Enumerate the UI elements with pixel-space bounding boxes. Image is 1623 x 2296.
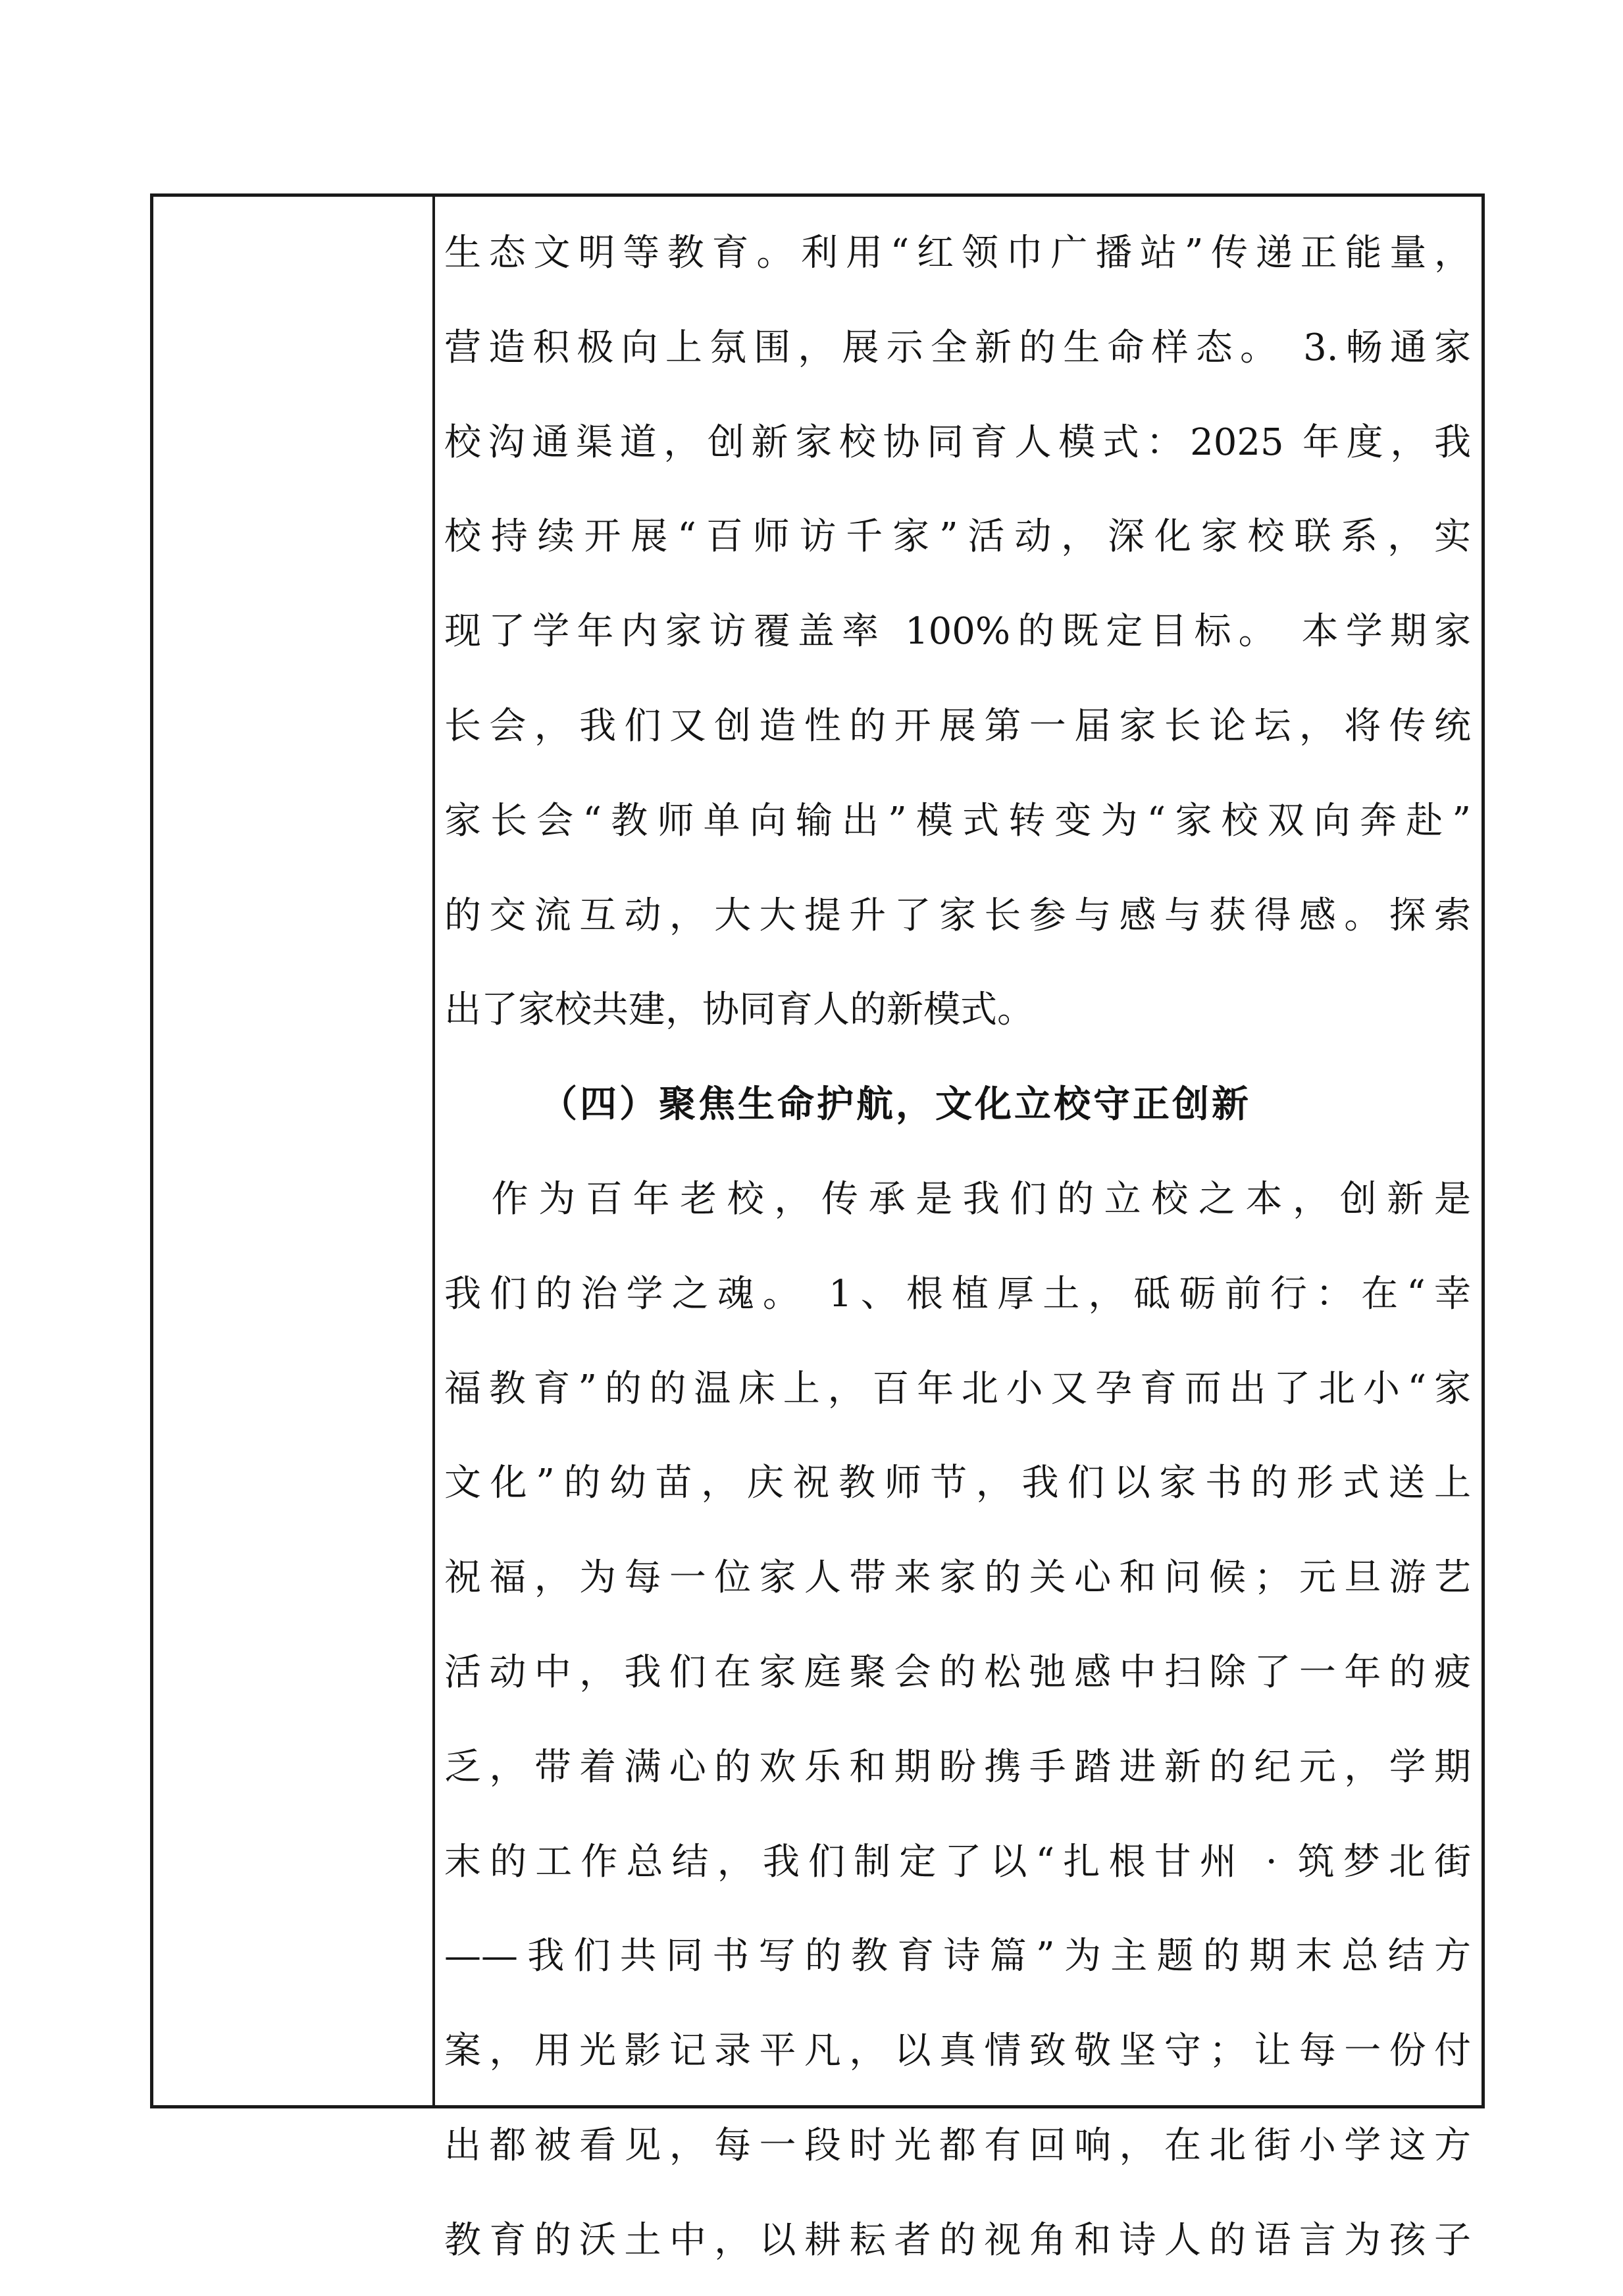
text-line: 末的工作总结，我们制定了以“扎根甘州 · 筑梦北街 — [444, 1840, 1471, 1883]
column-divider — [432, 197, 435, 2105]
text-line: ——我们共同书写的教育诗篇”为主题的期末总结方 — [444, 1935, 1471, 1978]
text-line: 营造积极向上氛围，展示全新的生命样态。 3.畅通家 — [444, 326, 1471, 369]
text-line: 活动中，我们在家庭聚会的松弛感中扫除了一年的疲 — [444, 1650, 1471, 1694]
left-column-cell — [153, 197, 432, 2105]
document-table — [150, 193, 1485, 2262]
paragraph-first-line: 作为百年老校，传承是我们的立校之本，创新是 — [444, 1177, 1471, 1221]
text-line: 祝福，为每一位家人带来家的关心和问候；元旦游艺 — [444, 1556, 1471, 1600]
text-line: 文化”的幼苗，庆祝教师节，我们以家书的形式送上 — [444, 1462, 1471, 1505]
text-line: 生态文明等教育。利用“红领巾广播站”传递正能量， — [444, 232, 1471, 274]
text-line: 教育的沃土中，以耕耘者的视角和诗人的语言为孩子 — [444, 2218, 1471, 2262]
text-line: 我们的治学之魂。 1、根植厚土，砥砺前行：在“幸 — [444, 1272, 1471, 1315]
text-line: 校沟通渠道，创新家校协同育人模式：2025 年度，我 — [444, 421, 1471, 464]
text-line: 的交流互动，大大提升了家长参与感与获得感。探索 — [444, 894, 1471, 937]
text-line: 现了学年内家访覆盖率 100%的既定目标。 本学期家 — [444, 610, 1471, 653]
text-line: 校持续开展“百师访千家”活动，深化家校联系，实 — [444, 515, 1471, 559]
section-heading: （四）聚焦生命护航，文化立校守正创新 — [540, 1083, 1251, 1127]
text-line: 乏，带着满心的欢乐和期盼携手踏进新的纪元，学期 — [444, 1745, 1471, 1789]
text-line: 出都被看见，每一段时光都有回响，在北街小学这方 — [444, 2124, 1471, 2167]
text-line: 福教育”的的温床上，百年北小又孕育而出了北小“家 — [444, 1367, 1471, 1410]
text-line: 案，用光影记录平凡，以真情致敬坚守；让每一份付 — [444, 2029, 1471, 2073]
right-column-cell — [444, 206, 1471, 2288]
text-line: 出了家校共建，协同育人的新模式。 — [444, 988, 1034, 1032]
text-line: 长会，我们又创造性的开展第一届家长论坛，将传统 — [444, 704, 1471, 748]
text-line: 家长会“教师单向输出”模式转变为“家校双向奔赴” — [444, 799, 1471, 842]
